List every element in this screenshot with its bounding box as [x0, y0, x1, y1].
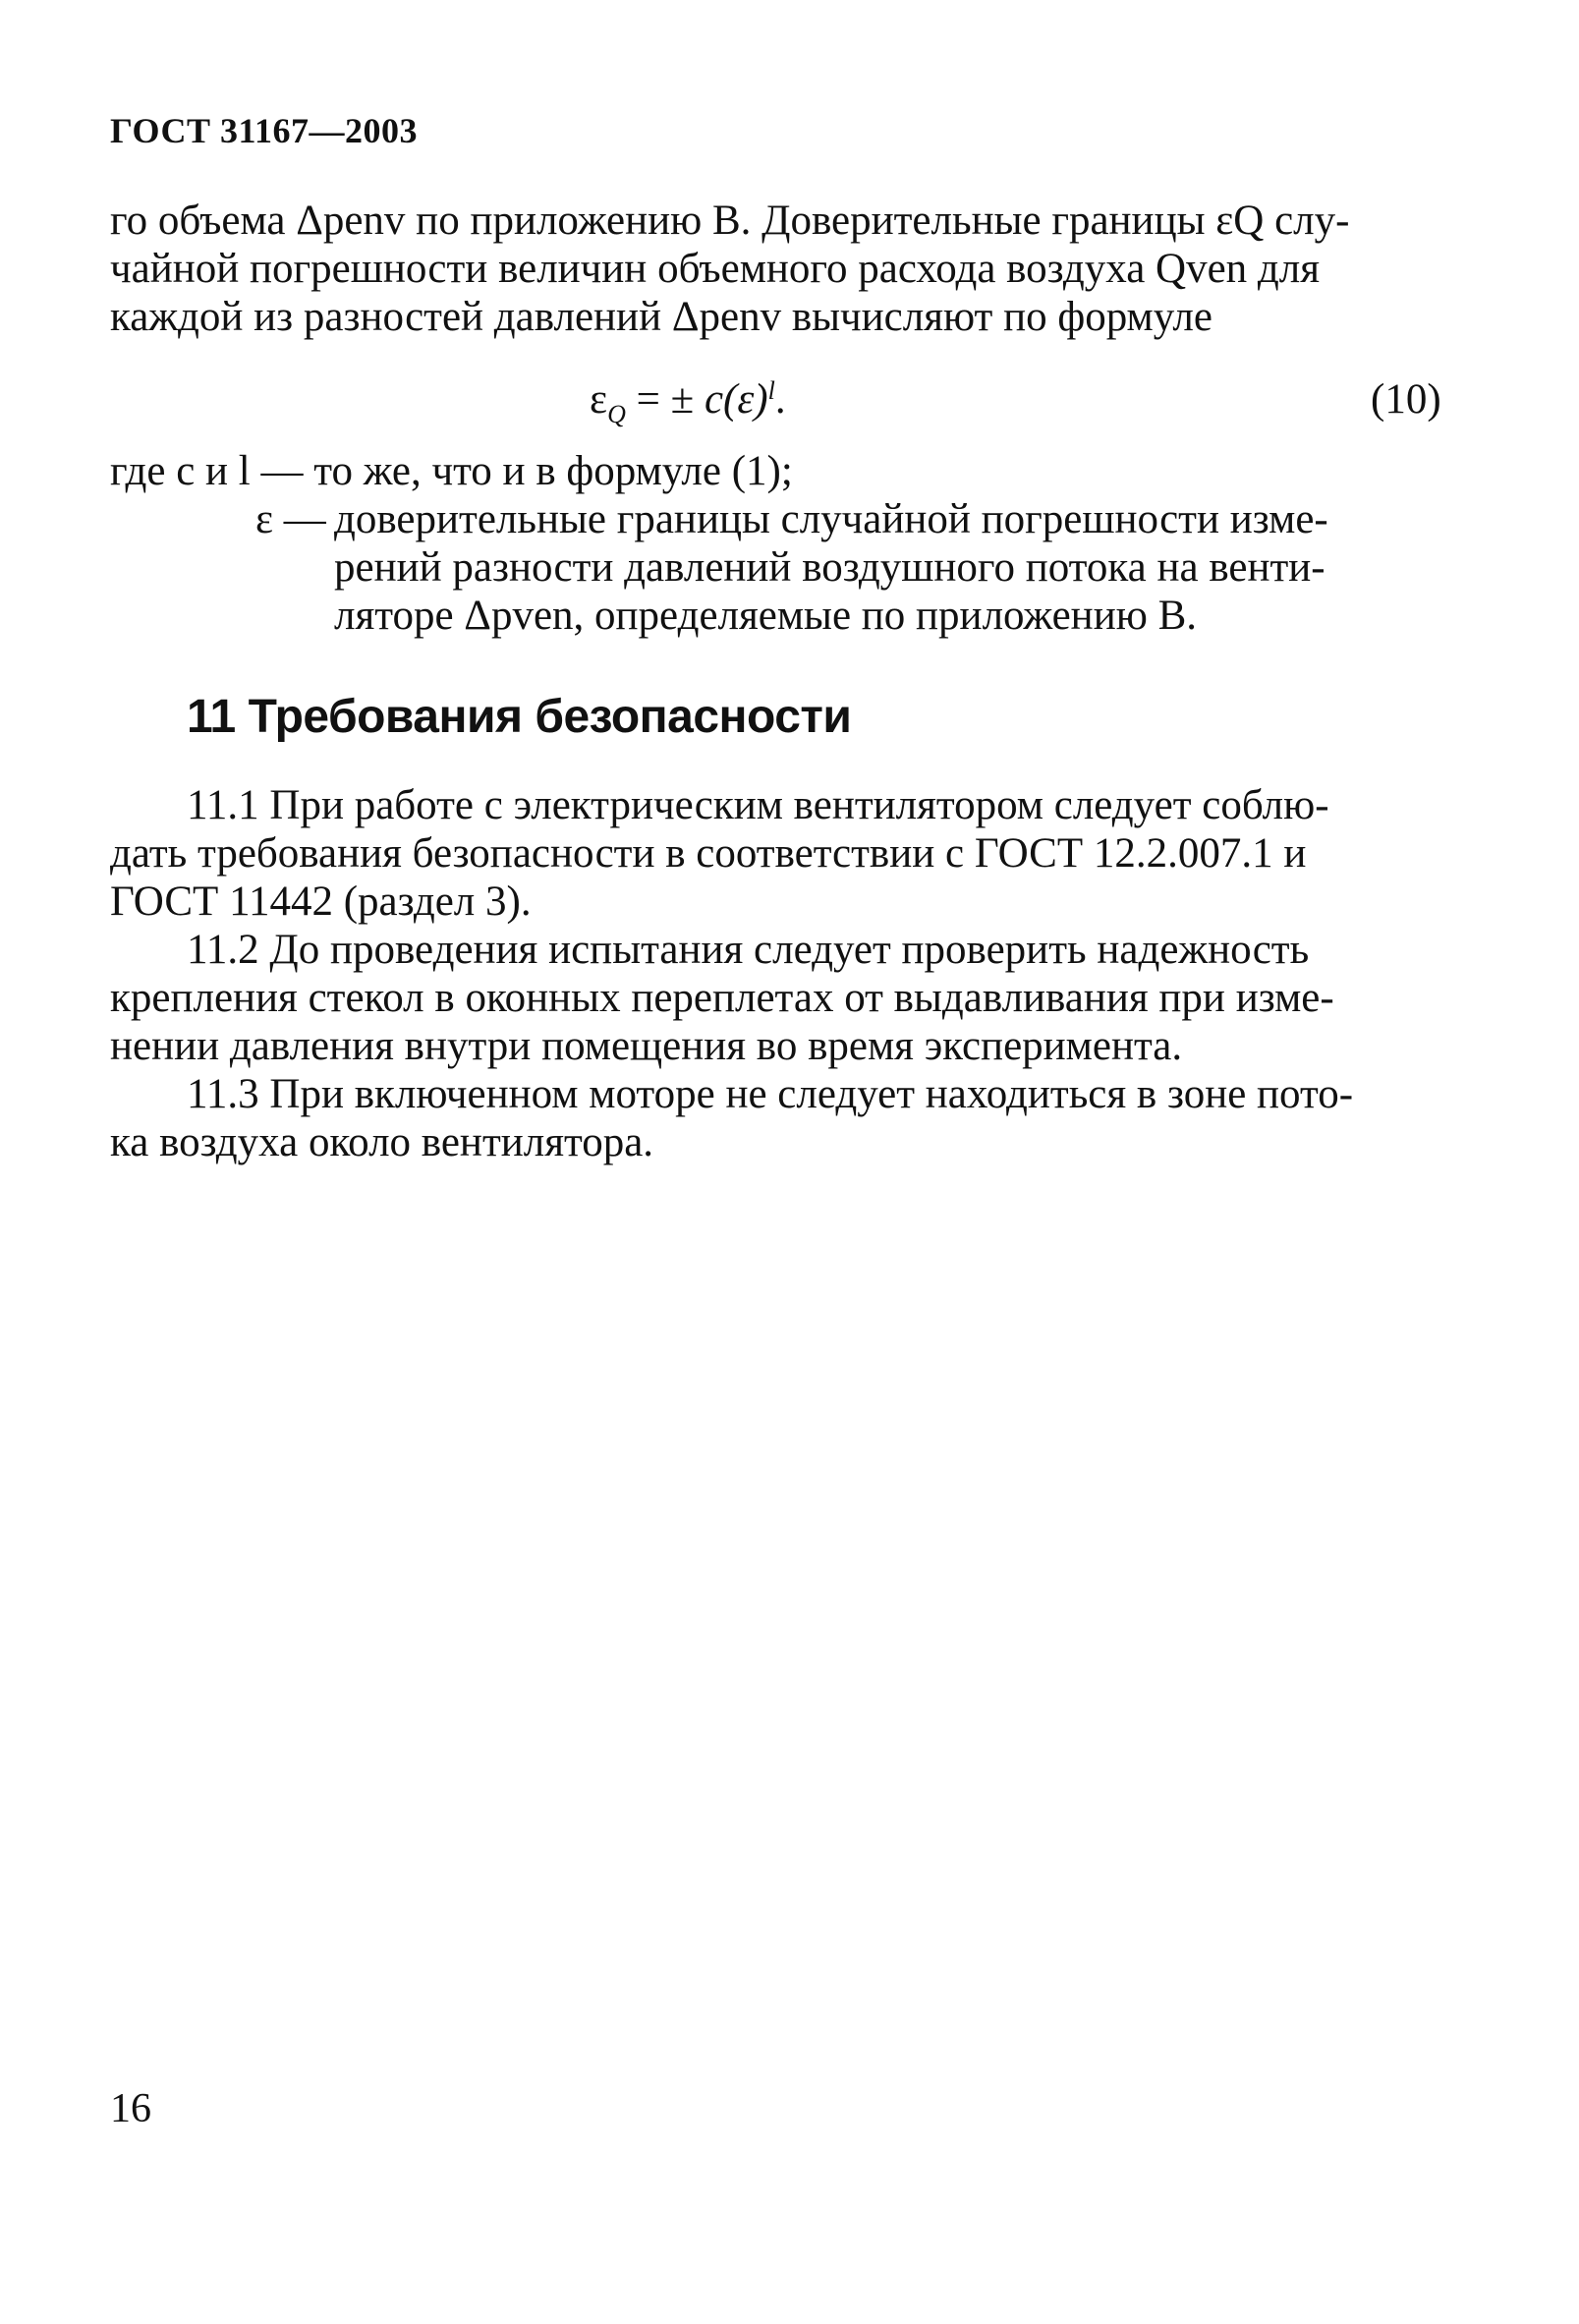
formula-10 [590, 375, 786, 428]
text-line: крепления стекол в оконных переплетах от выдавливания при изме- [110, 975, 1334, 1021]
formula-number: (10) [1371, 376, 1441, 423]
text-line: го объема Δpenv по приложению В. Доверительные границы εQ слу- [110, 198, 1350, 244]
text-line: каждой из разностей давлений Δpenv вычисляют по формуле [110, 294, 1212, 340]
section-body [110, 781, 1456, 1166]
page-number: 16 [110, 2086, 151, 2131]
formula-end: . [774, 376, 786, 423]
document-header: ГОСТ 31167—2003 [110, 111, 418, 150]
text-line: дать требования безопасности в соответствии с ГОСТ 12.2.007.1 и [110, 830, 1307, 877]
formula-eq: = ± [625, 376, 705, 423]
formula-sup: l [767, 376, 775, 405]
text-line: 11.2 До проведения испытания следует проверить надежность [187, 927, 1310, 973]
text-line: ляторе Δpven, определяемые по приложению В. [334, 593, 1198, 639]
text-line: нении давления внутри помещения во время эксперимента. [110, 1023, 1183, 1069]
paragraph-formula-intro [110, 197, 1456, 341]
text-line: доверительные границы случайной погрешности изме- [334, 496, 1328, 542]
text-line: ГОСТ 11442 (раздел 3). [110, 879, 532, 925]
legend-row: где c и l — то же, что и в формуле (1); [110, 448, 793, 494]
formula-lhs: ε [590, 376, 608, 423]
formula-body: c(ε) [704, 376, 768, 423]
legend-term: ε — [255, 496, 326, 542]
text-line: 11.3 При включенном моторе не следует находиться в зоне пото- [187, 1071, 1354, 1117]
text-line: рений разности давлений воздушного потока на венти- [334, 544, 1325, 591]
formula-lhs-sub: Q [607, 400, 626, 428]
legend-definition [334, 495, 1456, 640]
text-line: чайной погрешности величин объемного расхода воздуха Qven для [110, 246, 1321, 292]
section-title: 11 Требования безопасности [187, 691, 852, 743]
text-line: 11.1 При работе с электрическим вентилятором следует соблю- [187, 782, 1329, 828]
text-line: ка воздуха около вентилятора. [110, 1119, 654, 1165]
